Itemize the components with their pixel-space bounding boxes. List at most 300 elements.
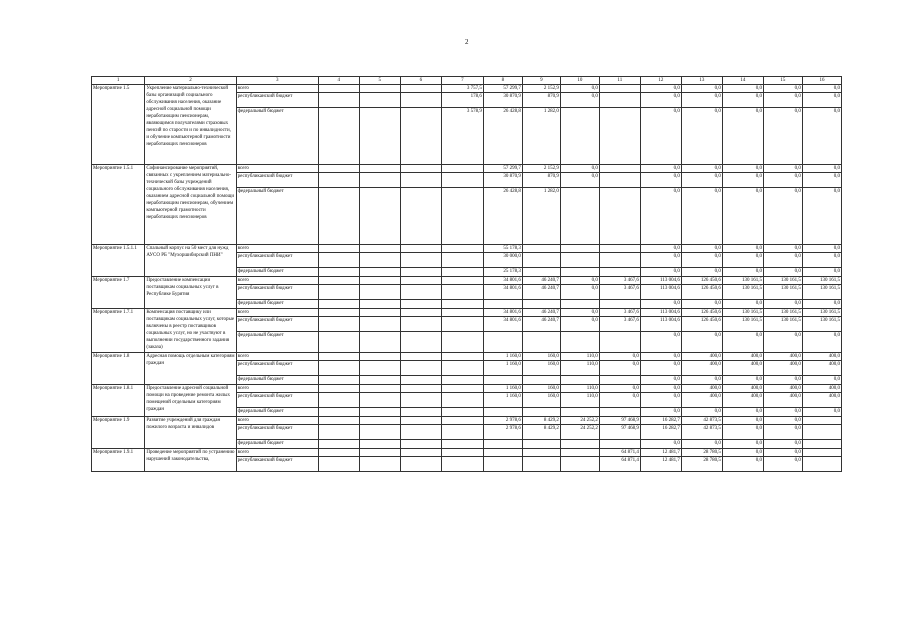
amount-cell xyxy=(359,245,400,253)
amount-cell xyxy=(400,449,441,457)
amount-cell: 400,0 xyxy=(681,353,722,361)
amount-cell xyxy=(483,300,522,309)
amount-cell xyxy=(318,449,359,457)
amount-cell xyxy=(359,165,400,173)
amount-cell xyxy=(318,85,359,93)
amount-cell xyxy=(522,440,560,449)
column-header: 12 xyxy=(640,77,681,85)
header-row xyxy=(92,77,842,85)
amount-cell xyxy=(599,245,640,253)
activity-code: Мероприятие 1.7 xyxy=(92,277,145,309)
table-row xyxy=(92,417,842,425)
amount-cell: 57 299,7 xyxy=(483,85,522,93)
amount-cell: 113 004,6 xyxy=(640,317,681,332)
amount-cell xyxy=(441,277,483,285)
amount-cell: 42 873,5 xyxy=(681,425,722,440)
amount-cell xyxy=(359,440,400,449)
amount-cell xyxy=(599,165,640,173)
amount-cell xyxy=(599,376,640,385)
funding-source: федеральный бюджет xyxy=(236,268,318,277)
amount-cell xyxy=(441,440,483,449)
amount-cell: 28 780,5 xyxy=(681,449,722,457)
amount-cell xyxy=(441,376,483,385)
amount-cell: 0,0 xyxy=(640,376,681,385)
funding-source: всего xyxy=(236,353,318,361)
amount-cell: 160,0 xyxy=(522,361,560,376)
funding-source: республиканский бюджет xyxy=(236,457,318,472)
amount-cell: 16 282,7 xyxy=(640,417,681,425)
activity-title: Компенсация поставщику или поставщикам социальных услуг, которые включены в реестр поставщиков социальных услуг, но не участвуют в выполнении государственного задания (заказа) xyxy=(145,309,236,353)
amount-cell xyxy=(318,277,359,285)
funding-source: всего xyxy=(236,245,318,253)
amount-cell: 130 161,5 xyxy=(722,285,763,300)
amount-cell xyxy=(359,108,400,165)
amount-cell: 97 468,9 xyxy=(599,425,640,440)
amount-cell: 1 160,0 xyxy=(483,361,522,376)
column-header: 1 xyxy=(92,77,145,85)
amount-cell xyxy=(359,457,400,472)
funding-source: всего xyxy=(236,449,318,457)
amount-cell: 130 161,5 xyxy=(763,309,802,317)
amount-cell: 12 481,7 xyxy=(640,449,681,457)
amount-cell: 0,0 xyxy=(640,385,681,393)
amount-cell: 0,0 xyxy=(640,173,681,188)
amount-cell: 46 240,7 xyxy=(522,309,560,317)
amount-cell xyxy=(441,408,483,417)
activity-title: Проведение мероприятий по устранению нарушений законодательства, xyxy=(145,449,236,472)
amount-cell xyxy=(802,440,841,449)
activity-title: Софинансирование мероприятий, связанных с укреплением материально-технической базы учреждений социального обслуживания населения, оказанием адресной социальной помощи неработающим пенсионерам, обучением компьютерной грамотности неработающих пенсионеров xyxy=(145,165,236,245)
amount-cell xyxy=(599,440,640,449)
column-header: 2 xyxy=(145,77,236,85)
amount-cell: 30 870,9 xyxy=(483,93,522,108)
amount-cell: 0,0 xyxy=(599,385,640,393)
amount-cell: 0,0 xyxy=(722,85,763,93)
amount-cell xyxy=(359,425,400,440)
amount-cell: 130 161,5 xyxy=(722,317,763,332)
amount-cell xyxy=(318,173,359,188)
amount-cell: 0,0 xyxy=(802,108,841,165)
amount-cell xyxy=(599,300,640,309)
amount-cell: 46 240,7 xyxy=(522,317,560,332)
activity-title: Укрепление материально-технической базы организаций социального обслуживания населения, оказание адресной социальной помощи неработающим пенсионерам, являющимся получателями страховых пенсий по старости и по инвалидности, и обучение компьютерной грамотности неработающих пенсионеров xyxy=(145,85,236,165)
table-row xyxy=(92,353,842,361)
amount-cell xyxy=(318,309,359,317)
amount-cell xyxy=(359,188,400,245)
amount-cell: 0,0 xyxy=(681,300,722,309)
amount-cell: 0,0 xyxy=(802,165,841,173)
amount-cell xyxy=(359,285,400,300)
amount-cell: 0,0 xyxy=(560,85,599,93)
amount-cell xyxy=(560,300,599,309)
amount-cell xyxy=(400,353,441,361)
amount-cell: 400,0 xyxy=(802,361,841,376)
amount-cell: 24 252,2 xyxy=(560,425,599,440)
budget-table-container xyxy=(91,76,842,472)
amount-cell: 0,0 xyxy=(560,277,599,285)
amount-cell xyxy=(318,385,359,393)
activity-title: Предоставление адресной социальной помощи на проведение ремонта жилых помещений отдельным категориям граждан xyxy=(145,385,236,417)
amount-cell: 126 450,6 xyxy=(681,285,722,300)
amount-cell xyxy=(802,449,841,457)
amount-cell: 2 152,9 xyxy=(522,165,560,173)
amount-cell: 0,0 xyxy=(640,361,681,376)
funding-source: всего xyxy=(236,277,318,285)
amount-cell xyxy=(522,253,560,268)
amount-cell xyxy=(359,332,400,353)
amount-cell xyxy=(400,285,441,300)
amount-cell: 30 000,0 xyxy=(483,253,522,268)
amount-cell xyxy=(318,353,359,361)
budget-table xyxy=(91,76,842,472)
amount-cell: 42 873,5 xyxy=(681,417,722,425)
amount-cell xyxy=(318,332,359,353)
amount-cell: 400,0 xyxy=(763,361,802,376)
amount-cell: 130 161,5 xyxy=(763,277,802,285)
amount-cell: 126 450,6 xyxy=(681,317,722,332)
amount-cell: 130 161,5 xyxy=(722,309,763,317)
amount-cell: 0,0 xyxy=(802,376,841,385)
amount-cell: 0,0 xyxy=(640,108,681,165)
amount-cell xyxy=(560,457,599,472)
amount-cell: 0,0 xyxy=(722,457,763,472)
amount-cell: 0,0 xyxy=(681,408,722,417)
amount-cell: 97 468,9 xyxy=(599,417,640,425)
amount-cell xyxy=(599,173,640,188)
amount-cell xyxy=(441,417,483,425)
amount-cell xyxy=(400,300,441,309)
amount-cell xyxy=(400,425,441,440)
funding-source: федеральный бюджет xyxy=(236,188,318,245)
amount-cell xyxy=(560,449,599,457)
amount-cell: 2 978,6 xyxy=(483,417,522,425)
amount-cell: 0,0 xyxy=(640,188,681,245)
amount-cell xyxy=(400,268,441,277)
amount-cell xyxy=(441,361,483,376)
amount-cell xyxy=(318,393,359,408)
amount-cell: 126 450,6 xyxy=(681,309,722,317)
amount-cell xyxy=(400,173,441,188)
amount-cell: 0,0 xyxy=(722,165,763,173)
amount-cell: 0,0 xyxy=(802,173,841,188)
amount-cell xyxy=(400,309,441,317)
amount-cell: 0,0 xyxy=(763,188,802,245)
amount-cell xyxy=(318,245,359,253)
amount-cell xyxy=(359,353,400,361)
amount-cell xyxy=(359,385,400,393)
amount-cell: 34 801,6 xyxy=(483,277,522,285)
amount-cell: 0,0 xyxy=(802,253,841,268)
amount-cell: 113 004,6 xyxy=(640,277,681,285)
amount-cell xyxy=(318,425,359,440)
amount-cell xyxy=(359,253,400,268)
amount-cell xyxy=(359,85,400,93)
funding-source: республиканский бюджет xyxy=(236,393,318,408)
amount-cell: 400,0 xyxy=(722,361,763,376)
amount-cell: 16 282,7 xyxy=(640,425,681,440)
funding-source: всего xyxy=(236,385,318,393)
amount-cell: 0,0 xyxy=(560,317,599,332)
amount-cell xyxy=(522,449,560,457)
amount-cell xyxy=(318,317,359,332)
amount-cell: 0,0 xyxy=(802,268,841,277)
amount-cell: 113 004,6 xyxy=(640,285,681,300)
funding-source: республиканский бюджет xyxy=(236,173,318,188)
amount-cell: 130 161,5 xyxy=(722,277,763,285)
amount-cell xyxy=(441,245,483,253)
amount-cell: 130 161,5 xyxy=(802,277,841,285)
amount-cell xyxy=(400,385,441,393)
amount-cell xyxy=(359,393,400,408)
amount-cell: 0,0 xyxy=(763,253,802,268)
amount-cell xyxy=(441,317,483,332)
amount-cell: 0,0 xyxy=(640,408,681,417)
amount-cell: 1 160,0 xyxy=(483,393,522,408)
amount-cell: 0,0 xyxy=(640,85,681,93)
amount-cell: 25 178,3 xyxy=(483,268,522,277)
amount-cell xyxy=(400,440,441,449)
table-row xyxy=(92,85,842,93)
amount-cell: 0,0 xyxy=(681,173,722,188)
amount-cell: 0,0 xyxy=(681,332,722,353)
amount-cell: 0,0 xyxy=(681,245,722,253)
amount-cell: 0,0 xyxy=(763,173,802,188)
funding-source: всего xyxy=(236,85,318,93)
amount-cell: 0,0 xyxy=(722,449,763,457)
amount-cell xyxy=(400,85,441,93)
funding-source: республиканский бюджет xyxy=(236,285,318,300)
amount-cell: 1 282,0 xyxy=(522,188,560,245)
amount-cell xyxy=(359,317,400,332)
amount-cell: 0,0 xyxy=(763,165,802,173)
amount-cell: 3 467,6 xyxy=(599,309,640,317)
amount-cell: 55 178,3 xyxy=(483,245,522,253)
amount-cell xyxy=(359,268,400,277)
amount-cell: 0,0 xyxy=(640,393,681,408)
amount-cell: 110,0 xyxy=(560,361,599,376)
amount-cell: 130 161,5 xyxy=(802,285,841,300)
amount-cell xyxy=(441,268,483,277)
amount-cell xyxy=(441,332,483,353)
amount-cell: 130 161,5 xyxy=(802,309,841,317)
amount-cell xyxy=(400,245,441,253)
amount-cell xyxy=(441,425,483,440)
amount-cell: 34 801,6 xyxy=(483,317,522,332)
amount-cell xyxy=(802,417,841,425)
activity-title: Адресная помощь отдельным категориям граждан xyxy=(145,353,236,385)
amount-cell xyxy=(560,253,599,268)
amount-cell xyxy=(441,449,483,457)
amount-cell: 0,0 xyxy=(599,393,640,408)
amount-cell: 24 252,2 xyxy=(560,417,599,425)
amount-cell xyxy=(522,245,560,253)
amount-cell: 870,9 xyxy=(522,173,560,188)
amount-cell: 113 004,6 xyxy=(640,309,681,317)
amount-cell: 0,0 xyxy=(763,425,802,440)
amount-cell xyxy=(359,277,400,285)
amount-cell: 400,0 xyxy=(763,393,802,408)
table-row xyxy=(92,165,842,173)
amount-cell: 3 467,6 xyxy=(599,317,640,332)
amount-cell: 0,0 xyxy=(722,253,763,268)
amount-cell xyxy=(483,408,522,417)
amount-cell: 0,0 xyxy=(722,268,763,277)
amount-cell xyxy=(318,300,359,309)
amount-cell xyxy=(318,361,359,376)
column-header: 13 xyxy=(681,77,722,85)
amount-cell xyxy=(359,361,400,376)
amount-cell xyxy=(318,188,359,245)
amount-cell: 400,0 xyxy=(722,393,763,408)
amount-cell: 3 757,5 xyxy=(441,85,483,93)
amount-cell: 178,6 xyxy=(441,93,483,108)
amount-cell xyxy=(400,361,441,376)
amount-cell: 0,0 xyxy=(802,245,841,253)
amount-cell xyxy=(560,268,599,277)
amount-cell: 0,0 xyxy=(802,300,841,309)
amount-cell xyxy=(483,449,522,457)
funding-source: республиканский бюджет xyxy=(236,317,318,332)
amount-cell: 0,0 xyxy=(681,253,722,268)
amount-cell: 0,0 xyxy=(802,93,841,108)
amount-cell xyxy=(599,268,640,277)
amount-cell xyxy=(599,408,640,417)
table-body xyxy=(92,85,842,472)
amount-cell xyxy=(599,108,640,165)
amount-cell: 34 801,6 xyxy=(483,309,522,317)
amount-cell: 2 978,6 xyxy=(483,425,522,440)
amount-cell xyxy=(441,457,483,472)
amount-cell xyxy=(483,440,522,449)
amount-cell: 400,0 xyxy=(722,353,763,361)
column-header: 11 xyxy=(599,77,640,85)
amount-cell: 0,0 xyxy=(763,457,802,472)
amount-cell: 0,0 xyxy=(722,108,763,165)
amount-cell: 0,0 xyxy=(640,93,681,108)
amount-cell xyxy=(560,332,599,353)
amount-cell xyxy=(599,188,640,245)
activity-code: Мероприятие 1.5.1 xyxy=(92,165,145,245)
column-header: 6 xyxy=(400,77,441,85)
funding-source: всего xyxy=(236,309,318,317)
amount-cell: 0,0 xyxy=(722,376,763,385)
amount-cell: 400,0 xyxy=(802,385,841,393)
amount-cell: 26 428,8 xyxy=(483,188,522,245)
funding-source: республиканский бюджет xyxy=(236,425,318,440)
amount-cell xyxy=(318,165,359,173)
amount-cell xyxy=(359,93,400,108)
amount-cell xyxy=(318,440,359,449)
amount-cell xyxy=(359,417,400,425)
amount-cell xyxy=(400,457,441,472)
amount-cell: 400,0 xyxy=(681,393,722,408)
amount-cell xyxy=(359,449,400,457)
amount-cell: 0,0 xyxy=(802,408,841,417)
amount-cell xyxy=(483,332,522,353)
amount-cell: 0,0 xyxy=(560,165,599,173)
amount-cell: 126 450,6 xyxy=(681,277,722,285)
column-header: 7 xyxy=(441,77,483,85)
column-header: 14 xyxy=(722,77,763,85)
activity-code: Мероприятие 1.5.1.1 xyxy=(92,245,145,277)
amount-cell xyxy=(400,332,441,353)
amount-cell: 0,0 xyxy=(802,188,841,245)
amount-cell: 110,0 xyxy=(560,353,599,361)
page-number: 2 xyxy=(465,38,469,46)
amount-cell xyxy=(441,300,483,309)
funding-source: республиканский бюджет xyxy=(236,93,318,108)
amount-cell: 12 481,7 xyxy=(640,457,681,472)
amount-cell xyxy=(318,108,359,165)
amount-cell: 0,0 xyxy=(681,165,722,173)
funding-source: федеральный бюджет xyxy=(236,440,318,449)
amount-cell: 400,0 xyxy=(763,353,802,361)
funding-source: всего xyxy=(236,165,318,173)
amount-cell: 2 152,9 xyxy=(522,85,560,93)
amount-cell xyxy=(400,376,441,385)
amount-cell: 34 801,6 xyxy=(483,285,522,300)
amount-cell: 0,0 xyxy=(722,93,763,108)
amount-cell: 0,0 xyxy=(681,108,722,165)
amount-cell: 1 160,0 xyxy=(483,385,522,393)
amount-cell xyxy=(400,93,441,108)
amount-cell xyxy=(441,393,483,408)
activity-title: Спальный корпус на 50 мест для нужд АУСО РБ "Мухоршибирский ПНИ" xyxy=(145,245,236,277)
amount-cell: 110,0 xyxy=(560,393,599,408)
amount-cell: 0,0 xyxy=(763,408,802,417)
amount-cell xyxy=(483,457,522,472)
amount-cell: 0,0 xyxy=(640,268,681,277)
amount-cell: 130 161,5 xyxy=(802,317,841,332)
amount-cell xyxy=(400,253,441,268)
amount-cell: 870,9 xyxy=(522,93,560,108)
amount-cell: 0,0 xyxy=(763,245,802,253)
amount-cell: 0,0 xyxy=(560,309,599,317)
amount-cell: 0,0 xyxy=(763,300,802,309)
table-row xyxy=(92,449,842,457)
amount-cell: 0,0 xyxy=(763,449,802,457)
amount-cell xyxy=(400,417,441,425)
amount-cell: 0,0 xyxy=(722,440,763,449)
amount-cell xyxy=(522,457,560,472)
column-header: 4 xyxy=(318,77,359,85)
table-row xyxy=(92,309,842,317)
amount-cell: 8 429,2 xyxy=(522,417,560,425)
amount-cell: 3 467,6 xyxy=(599,285,640,300)
amount-cell xyxy=(359,376,400,385)
amount-cell: 0,0 xyxy=(763,93,802,108)
amount-cell: 400,0 xyxy=(681,385,722,393)
amount-cell xyxy=(522,268,560,277)
amount-cell: 160,0 xyxy=(522,393,560,408)
funding-source: федеральный бюджет xyxy=(236,300,318,309)
amount-cell: 46 240,7 xyxy=(522,277,560,285)
amount-cell: 3 578,9 xyxy=(441,108,483,165)
amount-cell: 0,0 xyxy=(681,440,722,449)
activity-code: Мероприятие 1.9 xyxy=(92,417,145,449)
amount-cell: 0,0 xyxy=(681,85,722,93)
amount-cell: 400,0 xyxy=(802,353,841,361)
activity-code: Мероприятие 1.8 xyxy=(92,353,145,385)
table-row xyxy=(92,277,842,285)
amount-cell xyxy=(318,268,359,277)
amount-cell xyxy=(359,309,400,317)
amount-cell: 0,0 xyxy=(802,85,841,93)
funding-source: федеральный бюджет xyxy=(236,376,318,385)
activity-title: Предоставление компенсации поставщикам социальных услуг в Республике Бурятия xyxy=(145,277,236,309)
amount-cell: 0,0 xyxy=(640,353,681,361)
amount-cell: 8 429,2 xyxy=(522,425,560,440)
